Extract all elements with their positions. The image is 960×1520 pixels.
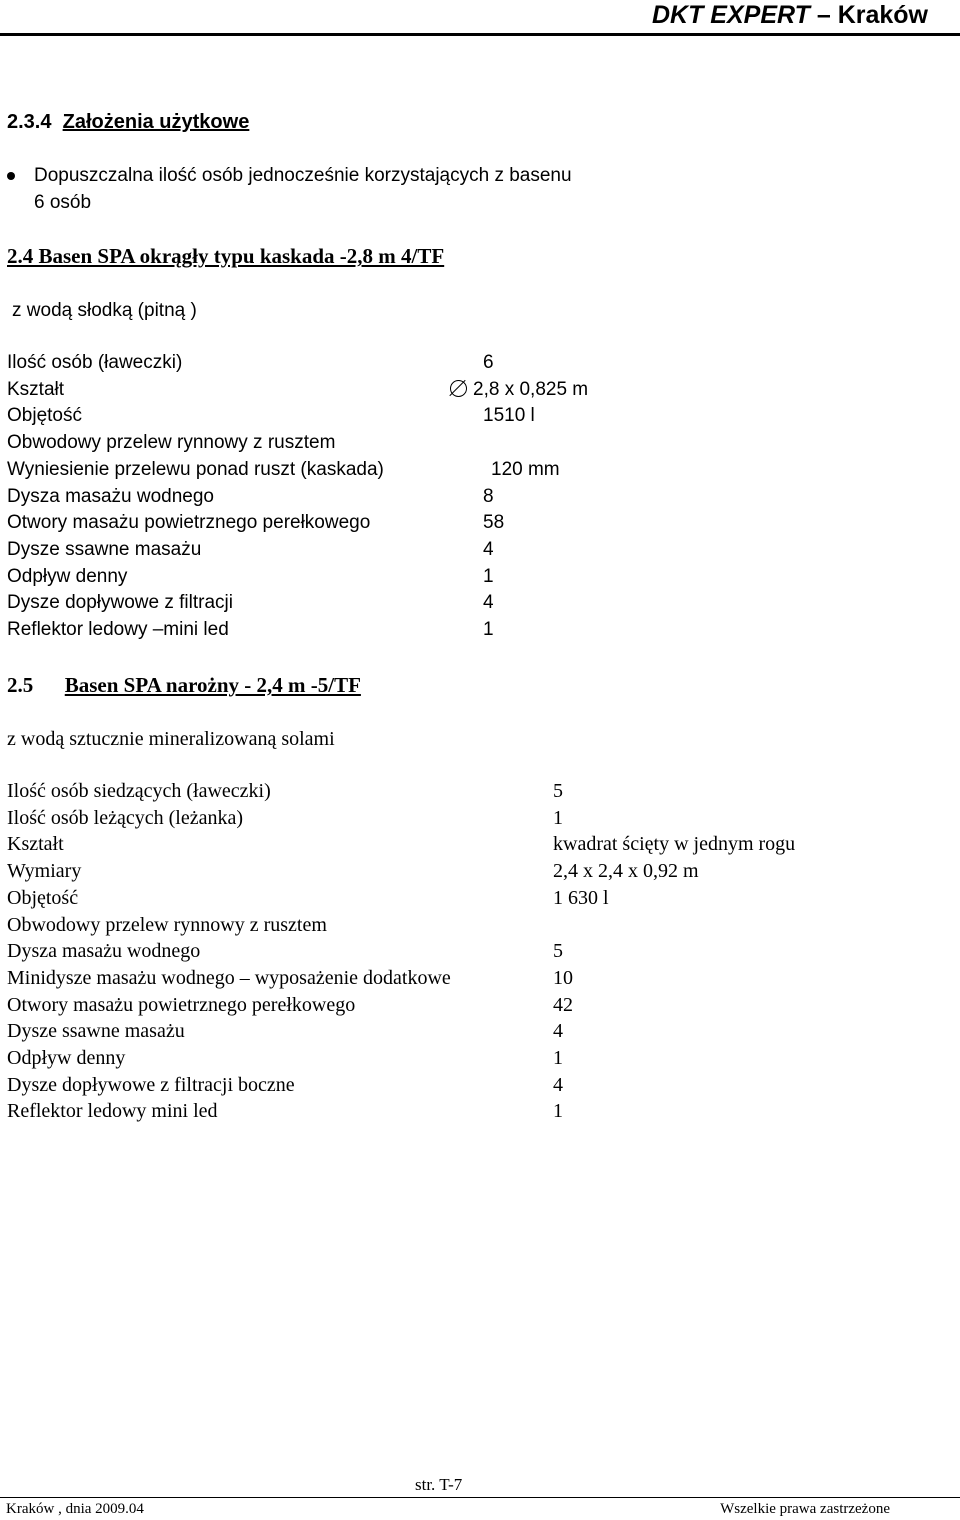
row-value-text: 2,8 x 0,825 m (473, 378, 589, 400)
bullet-icon (7, 172, 15, 180)
row-value (449, 377, 588, 403)
row-label: Odpływ denny (7, 565, 128, 587)
page-number: str. T-7 (415, 1475, 463, 1494)
row-value: 8 (483, 485, 494, 507)
row-label: Obwodowy przelew rynnowy z rusztem (7, 432, 336, 454)
footer-date: Kraków , dnia 2009.04 (6, 1501, 144, 1517)
diameter-icon (449, 379, 467, 397)
row-label: Dysza masażu wodnego (7, 485, 214, 507)
row-label: Otwory masażu powietrznego perełkowego (7, 993, 356, 1016)
row-value: 4 (553, 1020, 563, 1043)
section-24-title: 2.4 Basen SPA okrągły typu kaskada -2,8 m 4/TF (7, 244, 445, 268)
row-value: 1 (553, 1100, 563, 1123)
section-25-number: 2.5 (7, 673, 34, 697)
row-label: Obwodowy przelew rynnowy z rusztem (7, 913, 327, 936)
row-value: 1 (553, 806, 563, 829)
row-label: Wyniesienie przelewu ponad ruszt (kaskada) (7, 458, 384, 480)
footer-rights: Wszelkie prawa zastrzeżone (720, 1501, 890, 1517)
section-25-title: Basen SPA narożny - 2,4 m -5/TF (64, 673, 361, 697)
section-234-number: 2.3.4 (7, 111, 52, 133)
row-label: Dysze dopływowe z filtracji (7, 592, 233, 614)
row-value: 4 (553, 1073, 563, 1096)
row-value: 5 (553, 780, 563, 802)
row-label: Dysze ssawne masażu (7, 538, 202, 560)
row-value: 1 (483, 565, 494, 587)
row-value: 1 630 l (553, 886, 609, 909)
row-label: Wymiary (7, 860, 82, 883)
row-value: 4 (483, 592, 494, 614)
row-label: Ilość osób leżących (leżanka) (7, 806, 243, 829)
section-234-title: Założenia użytkowe (62, 111, 250, 133)
section-24-water: z wodą słodką (pitną ) (12, 300, 197, 321)
row-value: 1 (483, 619, 494, 640)
row-label: Reflektor ledowy –mini led (7, 619, 229, 640)
row-value: 1510 l (483, 405, 535, 427)
row-label: Dysze ssawne masażu (7, 1020, 185, 1043)
row-value: 58 (483, 512, 505, 534)
row-value: kwadrat ścięty w jednym rogu (553, 833, 796, 856)
row-label: Minidysze masażu wodnego – wyposażenie dodatkowe (7, 966, 451, 989)
row-label: Dysza masażu wodnego (7, 940, 201, 963)
row-value: 2,4 x 2,4 x 0,92 m (553, 860, 699, 883)
row-label: Objętość (7, 405, 82, 427)
brand-city: Kraków (837, 1, 928, 29)
section-24-heading (7, 244, 444, 268)
row-value: 6 (483, 352, 494, 373)
row-value: 10 (553, 966, 573, 989)
row-value: 120 mm (491, 458, 560, 480)
bullet-line-1: Dopuszczalna ilość osób jednocześnie korzystających z basenu (34, 165, 572, 186)
row-label: Odpływ denny (7, 1047, 126, 1069)
row-value: 4 (483, 538, 494, 560)
row-value: 1 (553, 1047, 563, 1069)
row-label: Kształt (7, 378, 65, 400)
row-label: Ilość osób siedzących (ławeczki) (7, 780, 271, 802)
brand-name: DKT EXPERT (651, 1, 810, 29)
row-label: Otwory masażu powietrznego perełkowego (7, 512, 371, 534)
row-label: Ilość osób (ławeczki) (7, 352, 183, 373)
footer-rule (0, 1497, 960, 1498)
section-234-heading (7, 110, 249, 134)
row-label: Dysze dopływowe z filtracji boczne (7, 1073, 295, 1096)
row-label: Objętość (7, 886, 79, 909)
section-25-heading (7, 673, 361, 697)
header-rule (0, 33, 960, 36)
section-25-water: z wodą sztucznie mineralizowaną solami (7, 728, 335, 750)
bullet-line-2: 6 osób (34, 192, 92, 213)
row-value: 42 (553, 993, 573, 1016)
brand-separator: – (816, 1, 831, 29)
row-label: Kształt (7, 833, 64, 856)
header-brand (652, 0, 928, 30)
row-value: 5 (553, 940, 563, 963)
row-label: Reflektor ledowy mini led (7, 1100, 218, 1123)
